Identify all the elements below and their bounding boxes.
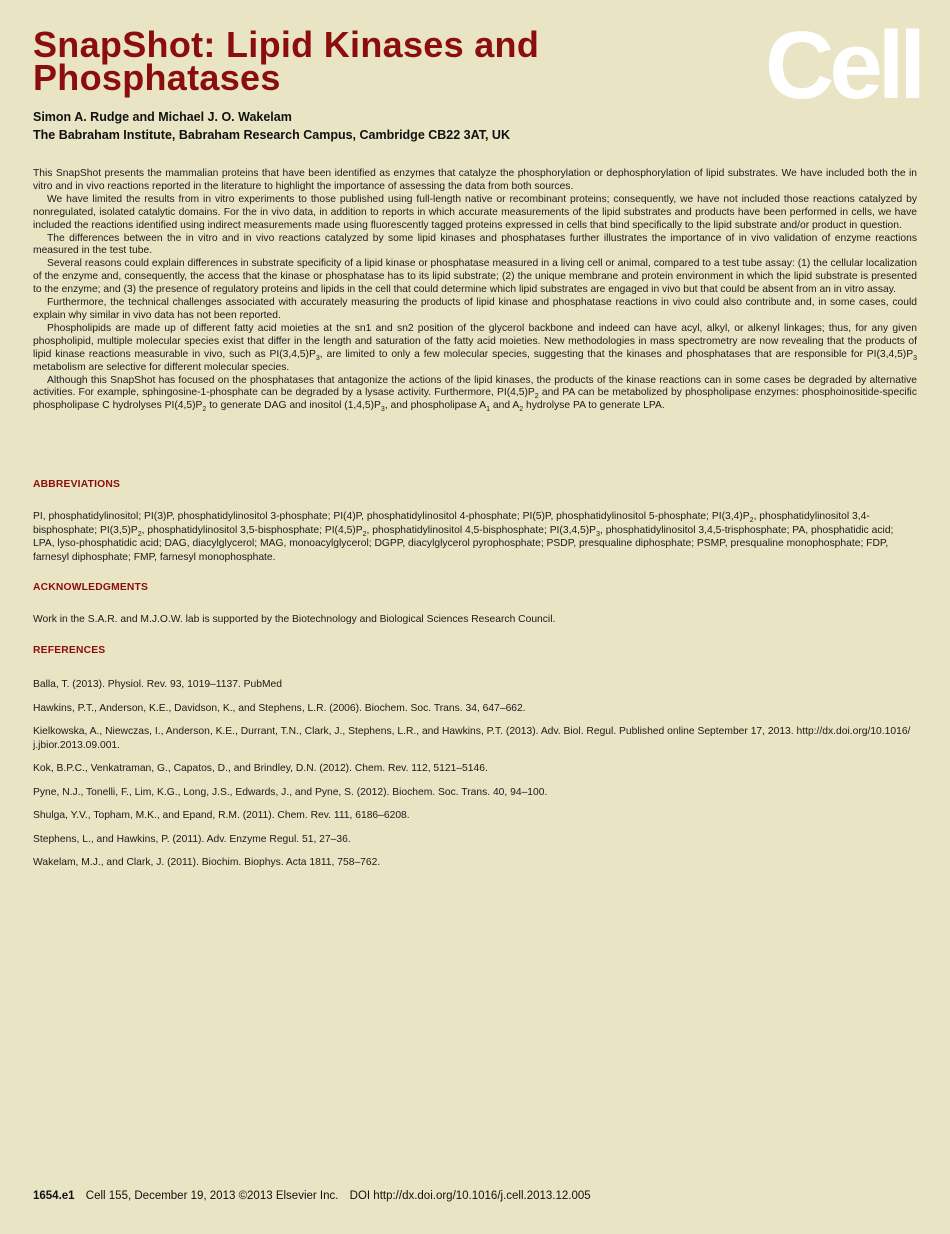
intro-paragraph: We have limited the results from in vitro experiments to those published using full-length native or recombinant proteins; consequently, we have not included those reactions catalyzed by nonregulated, isolated catalytic domains. For the in vivo data, in addition to reports in which accurate measurements of the lipid substrates and products have been performed in cells, we have included the reactions identified using indirect measurements made using fluorescently tagged proteins expressed in cells that bind specifically to the lipid substrate and/or product in question. (33, 193, 917, 231)
page-footer (33, 1190, 599, 1202)
reference-item: Kok, B.P.C., Venkatraman, G., Capatos, D., and Brindley, D.N. (2012). Chem. Rev. 112, 5121–5146. (33, 763, 488, 774)
reference-item: Wakelam, M.J., and Clark, J. (2011). Biochim. Biophys. Acta 1811, 758–762. (33, 857, 381, 868)
abbreviations-text: PI, phosphatidylinositol; PI(3)P, phosphatidylinositol 3-phosphate; PI(4)P, phosphatidylinositol 4-phosphate; PI(5)P, phosphatidylinositol 5-phosphate; $PI(3,4)P_2$, phosphatidylinositol 3,4-bisphosphate; $PI(3,5)P_2$, phosphatidylinositol 3,5-bisphosphate; $PI(4,5)P_2$, phosphatidylinositol 4,5-bisphosphate; $PI(3,4,5)P_3$, phosphatidylinositol 3,4,5-trisphosphate; PA, phosphatidic acid; LPA, lyso-phosphatidic acid; DAG, diacylglycerol; MAG, monoacylglycerol; DGPP, diacylglycerol pyrophosphate; PSDP, presqualine diphosphate; PSMP, presqualine monophosphate; FDP, farnesyl diphosphate; FMP, farnesyl monophosphate. (33, 511, 894, 563)
abbreviations-heading: ABBREVIATIONS (33, 479, 121, 490)
intro-paragraph: Phospholipids are made up of different fatty acid moieties at the sn1 and sn2 position of the glycerol backbone and indeed can have acyl, alkyl, or alkenyl linkages; thus, for any given phospholipid, multiple molecular species exist that differ in the length and saturation of the fatty acid moieties. New methodologies in mass spectrometry are now revealing that the products of lipid kinase reactions measurable in vivo, such as $PI(3,4,5)P_3$, are limited to only a few molecular species, suggesting that the kinases and phosphatases that are responsible for $PI(3,4,5)P_3$ metabolism are selective for different molecular species. (33, 322, 918, 373)
journal-citation: Cell 155, December 19, 2013 ©2013 Elsevier Inc. (85, 1190, 339, 1202)
reference-item: Shulga, Y.V., Topham, M.K., and Epand, R.M. (2011). Chem. Rev. 111, 6186–6208. (33, 810, 410, 821)
references-list (33, 678, 917, 880)
reference-item: Pyne, N.J., Tonelli, F., Lim, K.G., Long, J.S., Edwards, J., and Pyne, S. (2012). Biochem. Soc. Trans. 40, 94–100. (33, 786, 548, 798)
intro-paragraph: Several reasons could explain differences in substrate specificity of a lipid kinase or phosphatase measured in a living cell or animal, compared to a test tube assay: (1) the cellular localization of the enzyme and, consequently, the access that the kinase or phosphatase has to its lipid substrate; (2) the unique membrane and protein environment in which the lipid substrate is presented to the enzyme; and (3) the presence of regulatory proteins and lipids in the cell that could determine which lipid substrates are engaged in vivo but that could be absent from an in vitro assay. (33, 258, 917, 296)
author-block (33, 108, 510, 144)
intro-paragraph: This SnapShot presents the mammalian proteins that have been identified as enzymes that catalyze the phosphorylation or dephosphorylation of lipid substrates. We have included both the in vitro and in vivo reactions reported in the literature to highlight the importance of assessing the data from both sources. (33, 168, 917, 192)
affiliation: The Babraham Institute, Babraham Research Campus, Cambridge CB22 3AT, UK (33, 128, 510, 142)
intro-paragraph: Furthermore, the technical challenges associated with accurately measuring the products of lipid kinase and phosphatase reactions in vivo could also contribute and, in some cases, could explain why similar in vivo data has not been reported. (33, 297, 917, 321)
acknowledgments-heading: ACKNOWLEDGMENTS (33, 582, 149, 593)
intro-paragraph: The differences between the in vitro and in vivo reactions catalyzed by some lipid kinases and phosphatases further illustrates the importance of in vivo validation of enzyme reactions measured in the test tube. (33, 232, 917, 257)
reference-item: Stephens, L., and Hawkins, P. (2011). Adv. Enzyme Regul. 51, 27–36. (33, 833, 351, 845)
reference-item: Kielkowska, A., Niewczas, I., Anderson, K.E., Durrant, T.N., Clark, J., Stephens, L.R., and Hawkins, P.T. (2013). Adv. Biol. Regul. Published online September 17, 2013. http://dx.doi.org/10.1016/ j.jbior.2013.09.001. (33, 726, 911, 751)
page-number: 1654.e1 (33, 1190, 75, 1202)
references-heading: REFERENCES (33, 645, 106, 656)
authors: Simon A. Rudge and Michael J. O. Wakelam (33, 110, 292, 124)
reference-item: Balla, T. (2013). Physiol. Rev. 93, 1019–1137. PubMed (33, 679, 282, 690)
page-title: SnapShot: Lipid Kinases and Phosphatases (33, 24, 540, 98)
doi-link[interactable]: DOI http://dx.doi.org/10.1016/j.cell.2013.12.005 (349, 1190, 591, 1202)
reference-item: Hawkins, P.T., Anderson, K.E., Davidson, K., and Stephens, L.R. (2006). Biochem. Soc. Trans. 34, 647–662. (33, 702, 526, 714)
intro-text (33, 168, 917, 413)
acknowledgments-text: Work in the S.A.R. and M.J.O.W. lab is supported by the Biotechnology and Biological Sciences Research Council. (33, 614, 556, 625)
intro-paragraph: Although this SnapShot has focused on the phosphatases that antagonize the actions of the lipid kinases, the products of the kinase reactions can in some cases be degraded by alternative activities. For example, sphingosine-1-phosphate can be degraded by a lysase activity. Furthermore, $PI(4,5)P_2$ and PA can be metabolized by phospholipase enzymes: phosphoinositide-specific phospholipase C hydrolyses $PI(4,5)P_2$ to generate DAG and inositol $(1,4,5)P_3$, and phospholipase $A_1$ and $A_2$ hydrolyse PA to generate LPA. (33, 374, 917, 414)
journal-logo: Cell (765, 12, 922, 119)
